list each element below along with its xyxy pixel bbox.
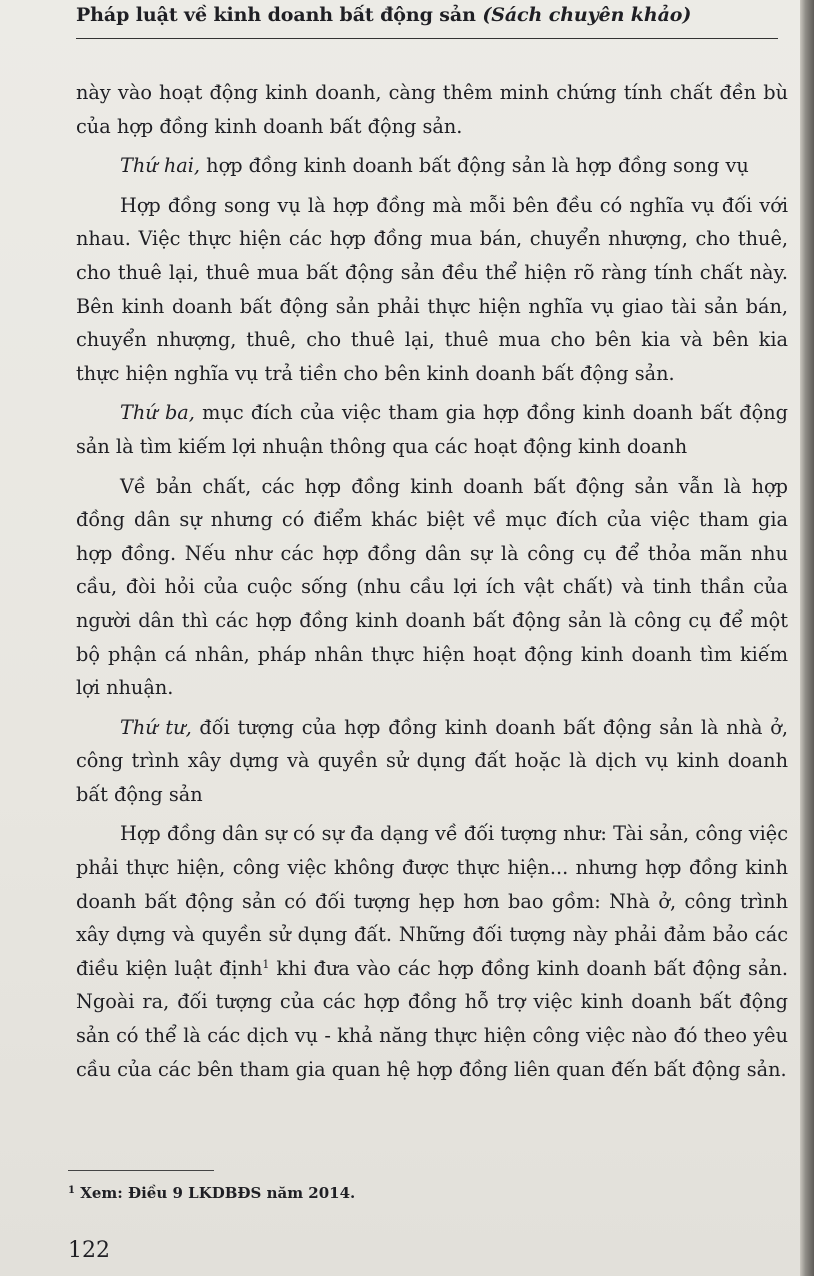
section-heading-second (76, 149, 788, 183)
body-text (76, 76, 788, 1092)
footnote-text: Xem: Điều 9 LKDBĐS năm 2014. (74, 1184, 356, 1202)
paragraph-7: Hợp đồng dân sự có sự đa dạng về đối tượng như: Tài sản, công việc phải thực hiện, công việc không được thực hiện... nhưng hợp đồng kinh doanh bất động sản có đối tượng hẹp hơn bao gồm: Nhà ở, công trình xây dựng và quyền sử dụng đất. Những đối tượng này phải đảm bảo các điều kiện luật định$^1$ khi đưa vào các hợp đồng kinh doanh bất động sản. Ngoài ra, đối tượng của các hợp đồng hỗ trợ việc kinh doanh bất động sản có thể là các dịch vụ - khả năng thực hiện công việc nào đó theo yêu cầu của các bên tham gia quan hệ hợp đồng liên quan đến bất động sản. (76, 822, 788, 1081)
footnote-ref[interactable]: 1 (262, 957, 270, 971)
page-edge-shadow (800, 0, 814, 1276)
running-header (76, 0, 776, 30)
header-rule (76, 38, 778, 39)
header-title: Pháp luật về kinh doanh bất động sản (76, 4, 476, 26)
heading-text: mục đích của việc tham gia hợp đồng kinh doanh bất động sản là tìm kiếm lợi nhuận thông qua các hoạt động kinh doanh (76, 401, 788, 458)
header-subtitle: (Sách chuyên khảo) (482, 4, 692, 26)
heading-lead: Thứ tư, (120, 715, 192, 739)
heading-lead: Thứ ba, (120, 401, 195, 425)
paragraph-3: Hợp đồng song vụ là hợp đồng mà mỗi bên đều có nghĩa vụ đối với nhau. Việc thực hiện các hợp đồng mua bán, chuyển nhượng, cho thuê, cho thuê lại, thuê mua bất động sản đều thể hiện rõ ràng tính chất này. Bên kinh doanh bất động sản phải thực hiện nghĩa vụ giao tài sản bán, chuyển nhượng, thuê, cho thuê lại, thuê mua cho bên kia và bên kia thực hiện nghĩa vụ trả tiền cho bên kinh doanh bất động sản. (76, 193, 788, 385)
footnote-mark: 1 (68, 1185, 75, 1196)
paragraph-1: này vào hoạt động kinh doanh, càng thêm minh chứng tính chất đền bù của hợp đồng kinh doanh bất động sản. (76, 81, 788, 138)
heading-text: đối tượng của hợp đồng kinh doanh bất động sản là nhà ở, công trình xây dựng và quyền sử dụng đất hoặc là dịch vụ kinh doanh bất động sản (76, 715, 789, 806)
heading-lead: Thứ hai, (120, 154, 201, 178)
footnote (68, 1182, 668, 1204)
footnote-rule (68, 1170, 214, 1171)
paragraph-5: Về bản chất, các hợp đồng kinh doanh bất động sản vẫn là hợp đồng dân sự nhưng có điểm khác biệt về mục đích của việc tham gia hợp đồng. Nếu như các hợp đồng dân sự là công cụ để thỏa mãn nhu cầu, đòi hỏi của cuộc sống (nhu cầu lợi ích vật chất) và tinh thần của người dân thì các hợp đồng kinh doanh bất động sản là công cụ để một bộ phận cá nhân, pháp nhân thực hiện hoạt động kinh doanh tìm kiếm lợi nhuận. (76, 474, 788, 700)
heading-text: hợp đồng kinh doanh bất động sản là hợp đồng song vụ (200, 154, 749, 178)
page-number: 122 (68, 1238, 110, 1263)
section-heading-fourth (76, 711, 788, 812)
section-heading-third (76, 396, 788, 463)
